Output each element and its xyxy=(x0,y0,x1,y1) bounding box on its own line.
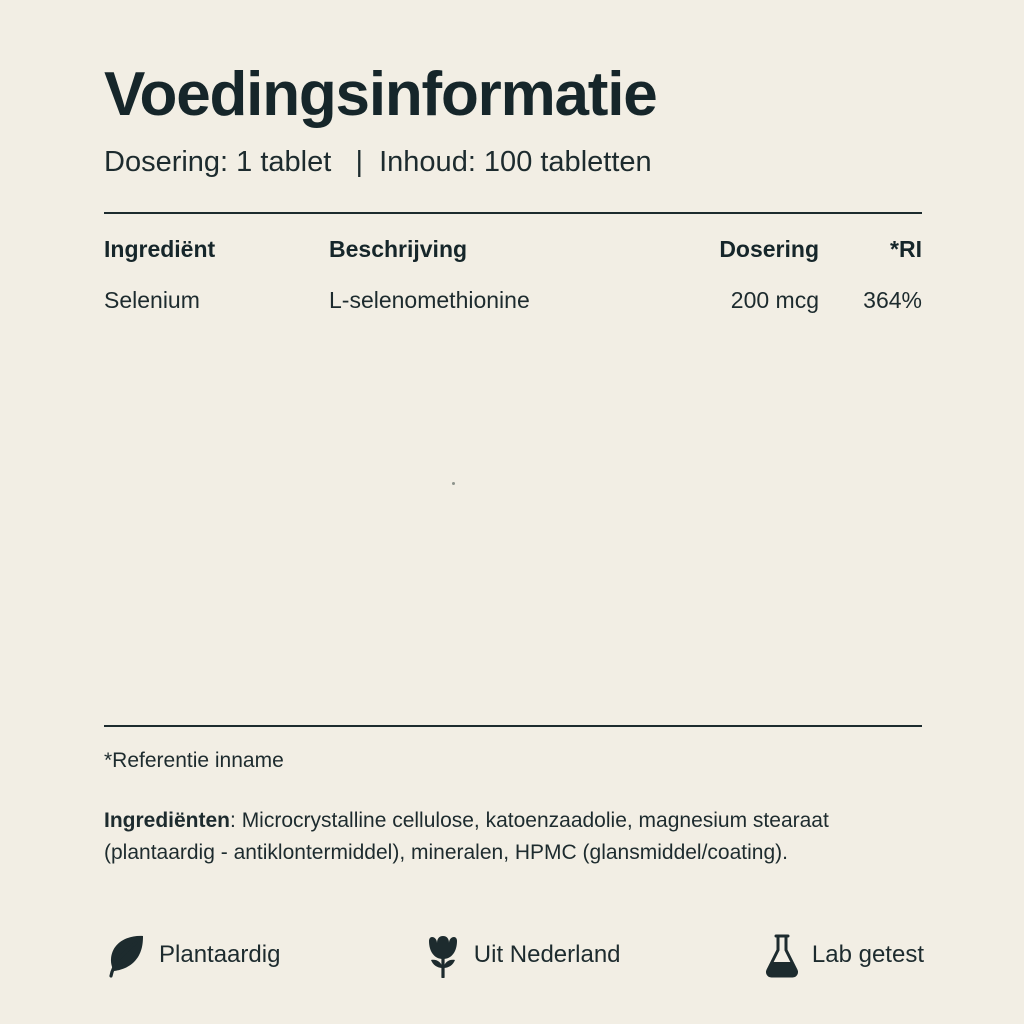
badge-row xyxy=(104,932,924,978)
column-header-description: Beschrijving xyxy=(329,236,468,263)
badge-plantaardig xyxy=(104,932,280,978)
badge-label: Lab getest xyxy=(811,941,924,968)
page-title: Voedingsinformatie xyxy=(104,60,657,129)
badge-lab-getest xyxy=(763,932,924,978)
cell-ingredient: Selenium xyxy=(104,287,200,314)
cell-dose: 200 mcg xyxy=(730,287,819,314)
table-row xyxy=(104,271,922,314)
tulip-icon xyxy=(423,932,463,978)
ingredients-separator: : xyxy=(230,809,242,832)
column-header-ingredient: Ingrediënt xyxy=(104,236,216,263)
column-header-ri: *RI xyxy=(890,236,922,263)
dosage-summary: Dosering: 1 tablet | Inhoud: 100 tabletten xyxy=(104,146,652,179)
separator-dot xyxy=(452,482,455,485)
badge-uit-nederland xyxy=(423,932,621,978)
column-header-dose: Dosering xyxy=(719,236,819,263)
divider-top xyxy=(104,212,922,214)
ri-footnote: *Referentie inname xyxy=(104,749,284,772)
leaf-icon xyxy=(104,932,148,978)
badge-label: Plantaardig xyxy=(159,941,281,968)
cell-ri: 364% xyxy=(863,287,922,314)
divider-bottom xyxy=(104,725,922,727)
ingredients-paragraph xyxy=(104,805,864,868)
table-header-row xyxy=(104,236,922,271)
ingredients-text: Microcrystalline cellulose, katoenzaadolie, magnesium stearaat (plantaardig - antiklontermiddel), mineralen, HPMC (glansmiddel/coating). xyxy=(104,809,829,864)
badge-label: Uit Nederland xyxy=(473,941,621,968)
flask-icon xyxy=(763,932,801,978)
content-spacer xyxy=(104,314,924,725)
cell-description: L-selenomethionine xyxy=(329,287,530,314)
ingredients-label: Ingrediënten xyxy=(104,809,231,832)
nutrients-table xyxy=(104,236,922,314)
